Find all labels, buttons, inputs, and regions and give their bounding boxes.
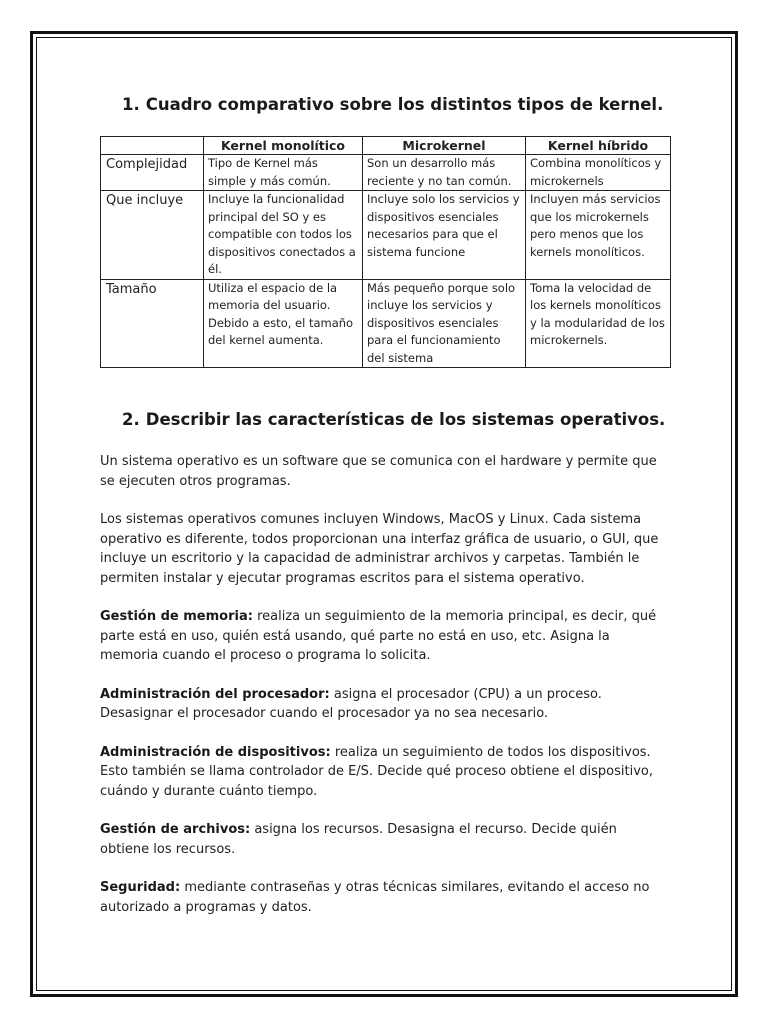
paragraph-term: Administración del procesador: (100, 686, 330, 702)
paragraph (100, 743, 670, 802)
paragraph (100, 510, 670, 588)
paragraph-term: Gestión de memoria: (100, 609, 253, 624)
table-cell: Utiliza el espacio de la memoria del usuario. Debido a esto, el tamaño del kernel aumenta. (204, 279, 363, 368)
paragraph (100, 820, 670, 859)
kernel-comparison-table (100, 136, 671, 368)
table-cell: Son un desarrollo más reciente y no tan común. (363, 155, 526, 191)
row-label: Tamaño (101, 279, 204, 368)
row-label: Que incluye (101, 191, 204, 280)
table-header-cell: Microkernel (363, 137, 526, 155)
paragraph-term: Seguridad: (100, 880, 181, 895)
paragraph-text: asigna los recursos. Desasigna el recurso. Decide quién obtiene los recursos. (100, 822, 617, 857)
paragraph-term: Gestión de archivos: (100, 822, 251, 837)
section-2-number: 2. (122, 410, 140, 429)
table-header-cell: Kernel híbrido (526, 137, 671, 155)
paragraph (100, 452, 670, 491)
section-2-heading (100, 410, 665, 429)
table-cell: Incluyen más servicios que los microkernels pero menos que los kernels monolíticos. (526, 191, 671, 280)
paragraph-text: asigna el procesador (CPU) a un proceso. Desasignar el procesador cuando el procesador ya no sea necesario. (100, 686, 602, 721)
paragraph-text: Los sistemas operativos comunes incluyen Windows, MacOS y Linux. Cada sistema operativo es diferente, todos proporcionan una interfaz gráfica de usuario, o GUI, que incluye un escritorio y la capacidad de administrar archivos y carpetas. También le permiten instalar y ejecutar programas escritos para el sistema operativo. (100, 512, 659, 586)
table-row (101, 155, 671, 191)
table-cell: Tipo de Kernel más simple y más común. (204, 155, 363, 191)
paragraph-text: mediante contraseñas y otras técnicas similares, evitando el acceso no autorizado a programas y datos. (100, 880, 650, 915)
paragraph-term: Administración de dispositivos: (100, 744, 331, 760)
section-2-title: Describir las características de los sistemas operativos. (145, 410, 666, 429)
table-header-cell: Kernel monolítico (204, 137, 363, 155)
table-cell: Más pequeño porque solo incluye los servicios y dispositivos esenciales para el funcionamiento del sistema (363, 279, 526, 368)
paragraph (100, 878, 670, 917)
table-cell: Combina monolíticos y microkernels (526, 155, 671, 191)
paragraph (100, 685, 670, 724)
section-1-title: Cuadro comparativo sobre los distintos tipos de kernel. (145, 95, 664, 114)
table-cell: Incluye solo los servicios y dispositivos esenciales necesarios para que el sistema funcione (363, 191, 526, 280)
table-cell: Incluye la funcionalidad principal del SO y es compatible con todos los dispositivos conectados a él. (204, 191, 363, 280)
section-2-body (100, 452, 670, 936)
paragraph-text: realiza un seguimiento de la memoria principal, es decir, qué parte está en uso, quién está usando, qué parte no está en uso, etc. Asigna la memoria cuando el proceso o programa lo solicita. (100, 609, 657, 663)
paragraph (100, 607, 670, 666)
row-label: Complejidad (101, 155, 204, 191)
section-1-number: 1. (122, 95, 140, 114)
table-row (101, 279, 671, 368)
table-header-cell (101, 137, 204, 155)
paragraph-text: realiza un seguimiento de todos los dispositivos. Esto también se llama controlador de E/S. Decide qué proceso obtiene el dispositivo, cuándo y durante cuánto tiempo. (100, 744, 653, 799)
table-header-row (101, 137, 671, 155)
section-1-heading (100, 95, 663, 114)
paragraph-text: Un sistema operativo es un software que se comunica con el hardware y permite que se ejecuten otros programas. (100, 454, 657, 489)
table-cell: Toma la velocidad de los kernels monolíticos y la modularidad de los microkernels. (526, 279, 671, 368)
table-row (101, 191, 671, 280)
